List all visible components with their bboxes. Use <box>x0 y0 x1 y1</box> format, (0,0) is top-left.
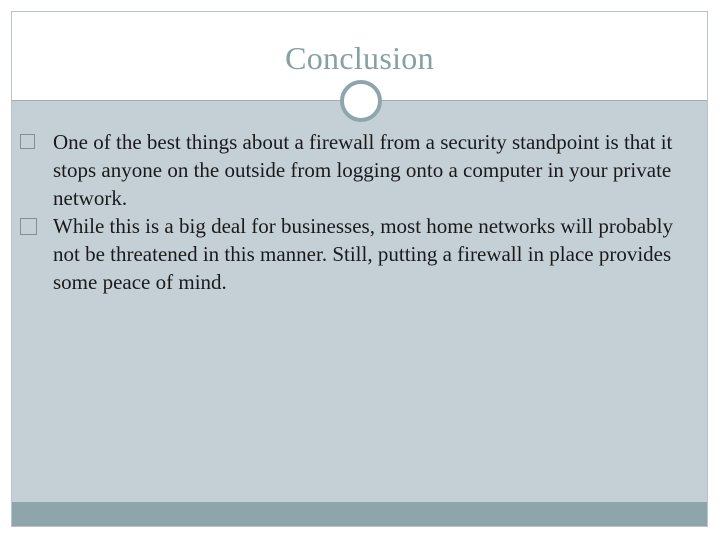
square-bullet-icon <box>20 134 35 149</box>
footer-bar <box>12 502 707 526</box>
bullet-list <box>20 128 690 296</box>
square-bullet-icon <box>20 218 37 235</box>
bullet-text: While this is a big deal for businesses, most home networks will probably not be threatened in this manner. Still, putting a firewall in place provides some peace of mind. <box>53 214 673 294</box>
bullet-text: One of the best things about a firewall from a security standpoint is that it stops anyone on the outside from logging onto a computer in your private network. <box>53 130 673 210</box>
bullet-item <box>20 128 690 212</box>
bullet-item <box>20 212 690 296</box>
slide-title: Conclusion <box>285 40 434 76</box>
circle-divider-icon <box>340 80 382 122</box>
